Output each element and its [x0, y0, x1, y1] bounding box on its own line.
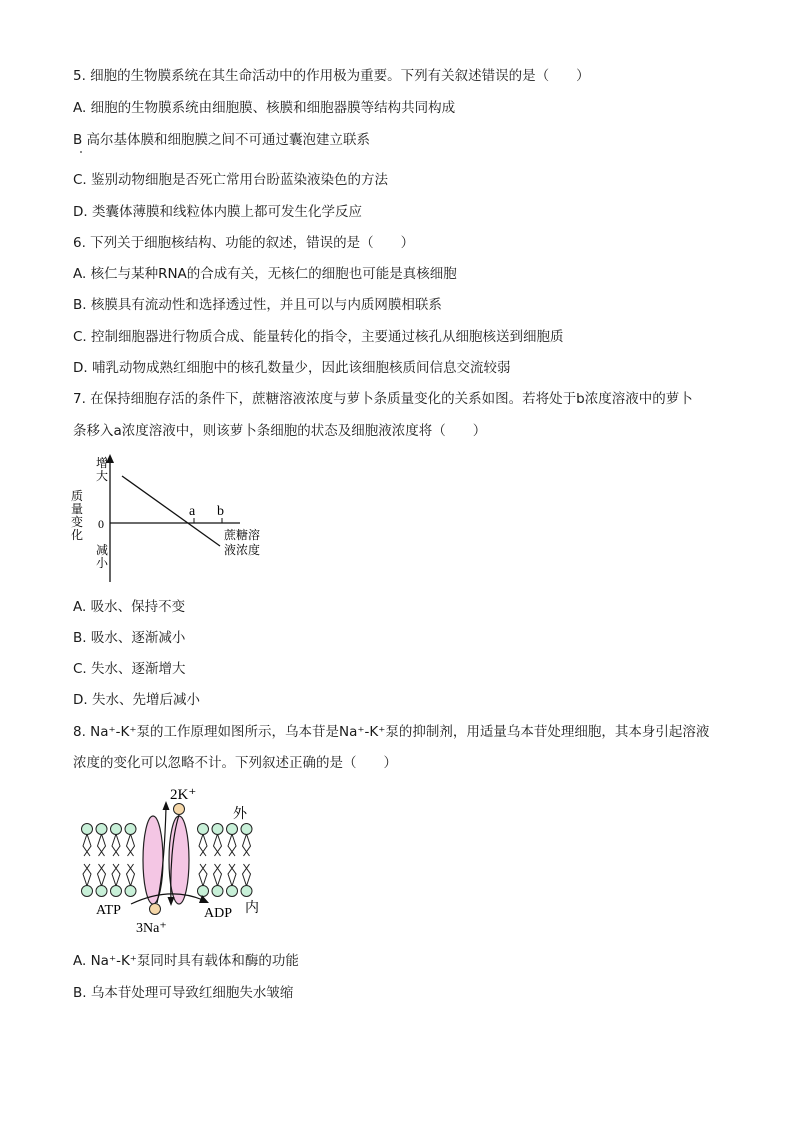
q5-option-b: B 高尔基体膜和细胞膜之间不可通过囊泡建立联系 [73, 132, 371, 148]
y-top-label: 增大 [96, 456, 109, 483]
q7-option-a: A. 吸水、保持不变 [73, 599, 186, 615]
q7-option-b: B. 吸水、逐渐减小 [73, 630, 186, 646]
lipid-head-bottom [125, 886, 136, 897]
lipid-head-bottom [82, 886, 93, 897]
lipid-head-top [198, 824, 209, 835]
lipid-head-bottom [96, 886, 107, 897]
q5-stem: 5. 细胞的生物膜系统在其生命活动中的作用极为重要。下列有关叙述错误的是（ ） [73, 68, 590, 84]
q8-sodium-potassium-pump-diagram [75, 782, 275, 942]
q6-stem: 6. 下列关于细胞核结构、功能的叙述，错误的是（ ） [73, 235, 415, 251]
lipid-head-top [212, 824, 223, 835]
q5-option-a: A. 细胞的生物膜系统由细胞膜、核膜和细胞器膜等结构共同构成 [73, 100, 456, 116]
na-label: 3Na⁺ [136, 921, 167, 936]
zero-label: 0 [98, 517, 104, 531]
potassium-ion [174, 804, 185, 815]
y-bottom-label: 减小 [96, 543, 109, 570]
atp-label: ATP [96, 903, 121, 918]
lipid-head-bottom [111, 886, 122, 897]
atp-adp-arrow [131, 894, 203, 904]
trend-line [122, 476, 220, 546]
adp-label: ADP [204, 906, 233, 921]
q7-mass-change-graph [60, 452, 280, 592]
q8-stem-line2: 浓度的变化可以忽略不计。下列叙述正确的是（ ） [73, 755, 397, 771]
lipid-head-top [241, 824, 252, 835]
sodium-ion [150, 904, 161, 915]
y-axis-label: 质量变化 [71, 489, 84, 542]
lipid-head-top [82, 824, 93, 835]
q6-option-a: A. 核仁与某种RNA的合成有关，无核仁的细胞也可能是真核细胞 [73, 266, 457, 282]
q8-option-a: A. Na⁺-K⁺泵同时具有载体和酶的功能 [73, 953, 299, 969]
lipid-head-top [125, 824, 136, 835]
q6-option-b: B. 核膜具有流动性和选择透过性，并且可以与内质网膜相联系 [73, 297, 442, 313]
x-label-line1: 蔗糖溶 [224, 528, 261, 542]
q6-option-c: C. 控制细胞器进行物质合成、能量转化的指令，主要通过核孔从细胞核送到细胞质 [73, 329, 564, 345]
q8-stem-line1: 8. Na⁺-K⁺泵的工作原理如图所示，乌本苷是Na⁺-K⁺泵的抑制剂，用适量乌本苷处理细胞，其本身引起溶液 [73, 724, 710, 740]
q7-stem-line1: 7. 在保持细胞存活的条件下，蔗糖溶液浓度与萝卜条质量变化的关系如图。若将处于b浓度溶液中的萝卜 [73, 391, 693, 407]
q5-option-d: D. 类囊体薄膜和线粒体内膜上都可发生化学反应 [73, 204, 362, 220]
point-b-label: b [217, 504, 224, 519]
phospholipid-bilayer [82, 824, 253, 897]
lipid-head-bottom [241, 886, 252, 897]
na-arrow-head [163, 801, 170, 810]
outside-label: 外 [233, 807, 247, 822]
k-arrow-head [168, 897, 175, 906]
stray-dot [80, 151, 82, 153]
q7-option-d: D. 失水、先增后减小 [73, 692, 200, 708]
k-label: 2K⁺ [170, 787, 197, 803]
lipid-head-top [111, 824, 122, 835]
q7-option-c: C. 失水、逐渐增大 [73, 661, 186, 677]
q5-option-c: C. 鉴别动物细胞是否死亡常用台盼蓝染液染色的方法 [73, 172, 389, 188]
inside-label: 内 [245, 901, 259, 916]
q6-option-d: D. 哺乳动物成熟红细胞中的核孔数量少，因此该细胞核质间信息交流较弱 [73, 360, 511, 376]
lipid-head-top [96, 824, 107, 835]
point-a-label: a [189, 504, 196, 519]
lipid-head-bottom [198, 886, 209, 897]
lipid-head-top [227, 824, 238, 835]
q7-stem-line2: 条移入a浓度溶液中，则该萝卜条细胞的状态及细胞液浓度将（ ） [73, 423, 487, 439]
lipid-head-bottom [212, 886, 223, 897]
q8-option-b: B. 乌本苷处理可导致红细胞失水皱缩 [73, 985, 294, 1001]
lipid-head-bottom [227, 886, 238, 897]
x-label-line2: 液浓度 [224, 543, 261, 557]
